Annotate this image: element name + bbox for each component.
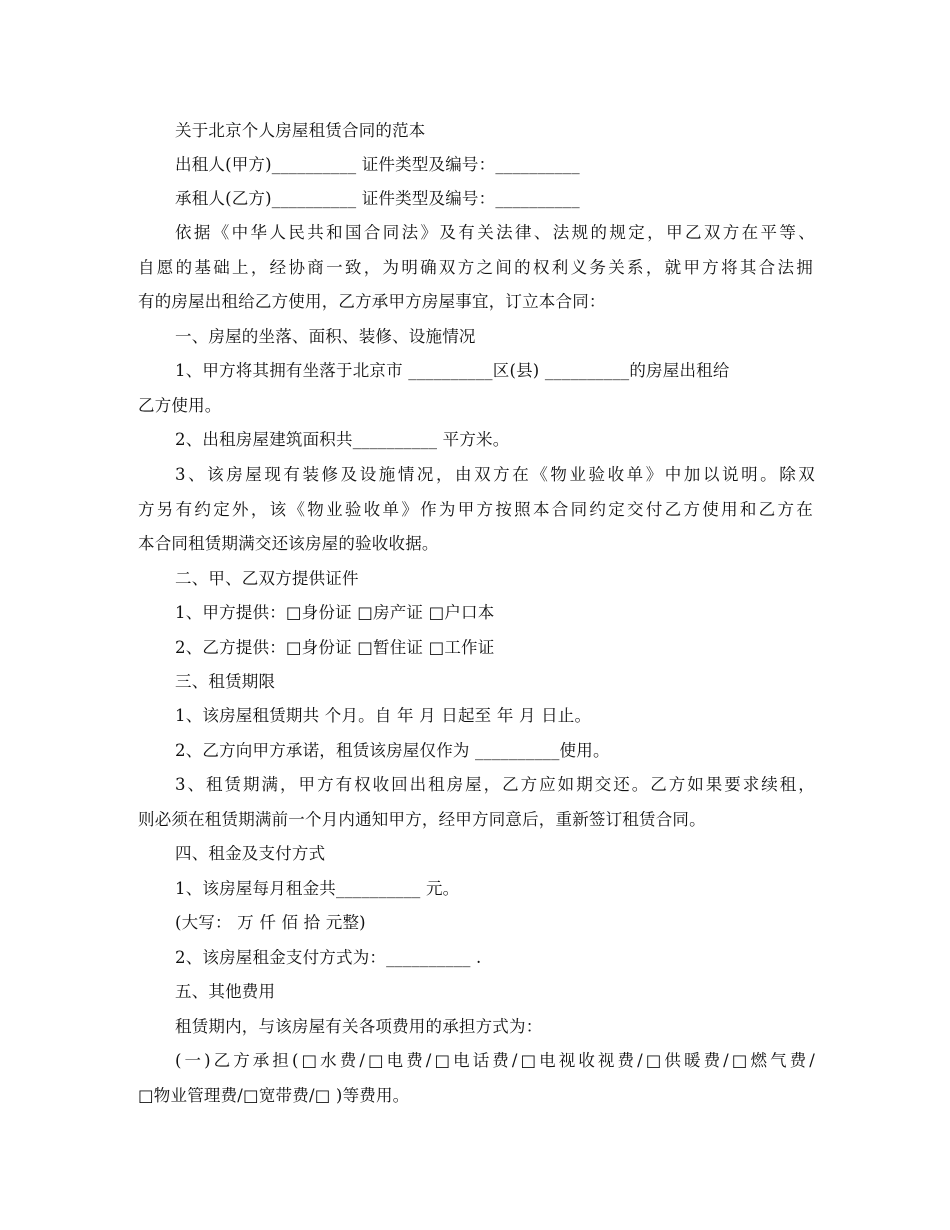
paragraph-line: 3、该房屋现有装修及设施情况，由双方在《物业验收单》中加以说明。除双: [175, 465, 815, 484]
paragraph-line: 自愿的基础上，经协商一致，为明确双方之间的权利义务关系，就甲方将其合法拥: [138, 258, 813, 277]
paragraph-line: 3、租赁期满，甲方有权收回出租房屋，乙方应如期交还。乙方如果要求续租，: [175, 775, 815, 794]
section-heading: 四、租金及支付方式: [175, 844, 326, 863]
paragraph-line: 2、出租房屋建筑面积共__________ 平方米。: [175, 430, 510, 449]
paragraph-line: (一)乙方承担(□水费/□电费/□电话费/□电视收视费/□供暖费/□燃气费/: [175, 1051, 815, 1070]
paragraph-line: 1、甲方将其拥有坐落于北京市 __________区(县) __________的房屋出租给: [175, 361, 730, 380]
paragraph-line: 2、乙方向甲方承诺，租赁该房屋仅作为 __________使用。: [175, 741, 610, 760]
section-heading: 一、房屋的坐落、面积、装修、设施情况: [175, 327, 476, 346]
paragraph-line: 1、该房屋每月租金共__________ 元。: [175, 879, 460, 898]
paragraph-line: 租赁期内，与该房屋有关各项费用的承担方式为：: [175, 1017, 543, 1036]
paragraph-line: □物业管理费/□宽带费/□ )等费用。: [138, 1086, 410, 1105]
paragraph-line: (大写： 万 仟 佰 拾 元整): [175, 913, 366, 932]
paragraph-line: 1、甲方提供：□身份证 □房产证 □户口本: [175, 603, 495, 622]
paragraph-line: 方另有约定外，该《物业验收单》作为甲方按照本合同约定交付乙方使用和乙方在: [138, 500, 813, 519]
paragraph-line: 乙方使用。: [138, 396, 222, 415]
lessee-line: 承租人(乙方)__________ 证件类型及编号：__________: [175, 189, 580, 208]
section-heading: 五、其他费用: [175, 982, 276, 1001]
lessor-line: 出租人(甲方)__________ 证件类型及编号：__________: [175, 155, 580, 174]
section-heading: 二、甲、乙双方提供证件: [175, 569, 359, 588]
section-heading: 三、租赁期限: [175, 672, 276, 691]
paragraph-line: 有的房屋出租给乙方使用，乙方承甲方房屋事宜，订立本合同：: [138, 292, 606, 311]
paragraph-line: 本合同租赁期满交还该房屋的验收收据。: [138, 534, 439, 553]
paragraph-line: 则必须在租赁期满前一个月内通知甲方，经甲方同意后，重新签订租赁合同。: [138, 810, 706, 829]
paragraph-line: 2、该房屋租金支付方式为：__________ .: [175, 948, 482, 967]
paragraph-line: 依据《中华人民共和国合同法》及有关法律、法规的规定，甲乙双方在平等、: [175, 223, 815, 242]
paragraph-line: 2、乙方提供：□身份证 □暂住证 □工作证: [175, 638, 495, 657]
paragraph-line: 1、该房屋租赁期共 个月。自 年 月 日起至 年 月 日止。: [175, 706, 592, 725]
document-title: 关于北京个人房屋租赁合同的范本: [175, 121, 426, 140]
